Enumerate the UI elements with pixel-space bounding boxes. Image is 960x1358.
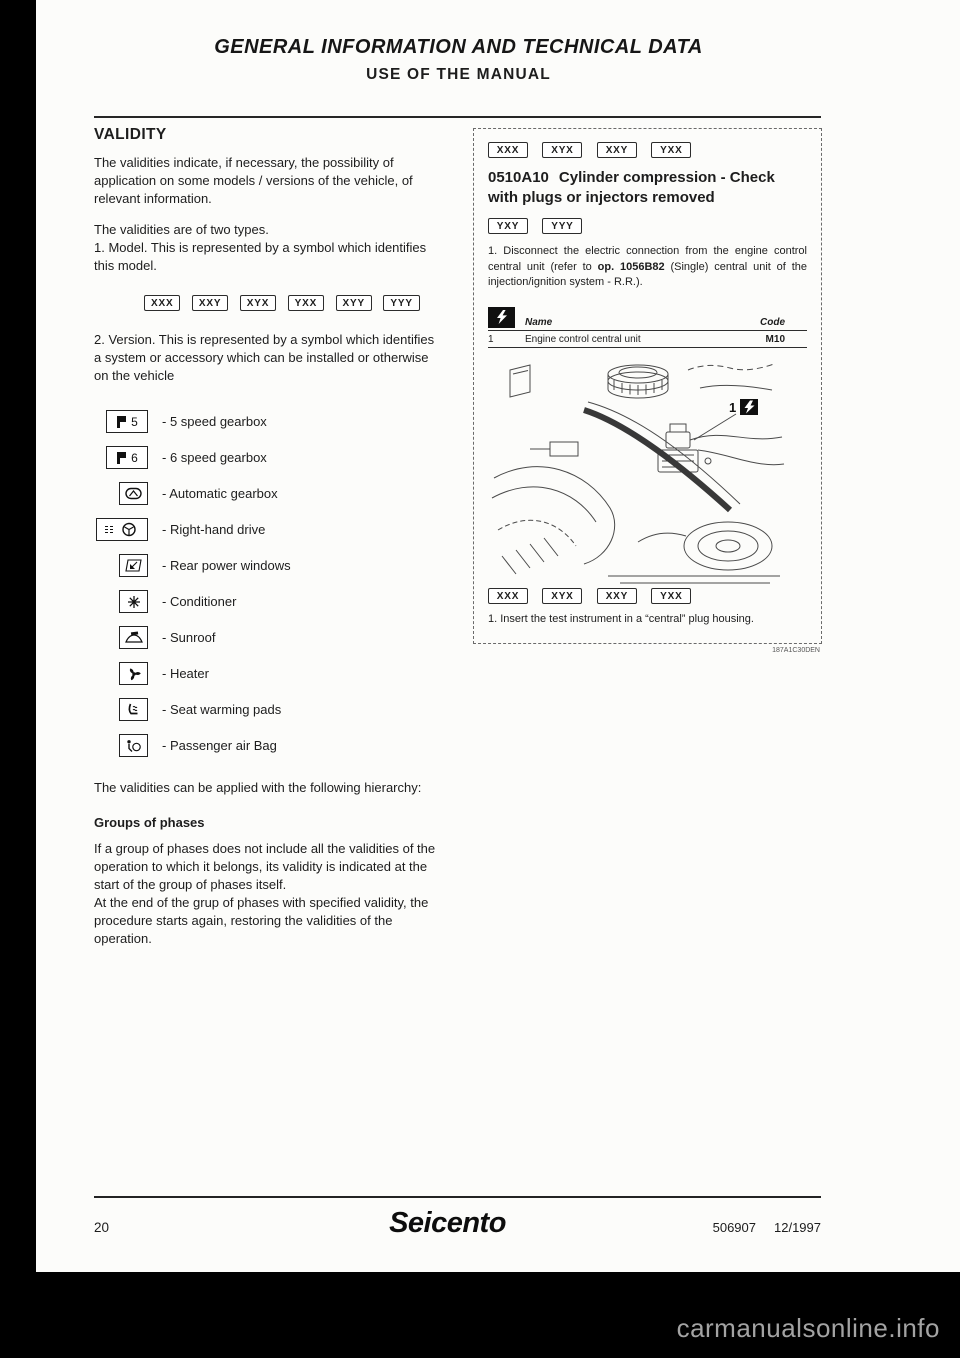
symbol-row-5-speed-gearbox (94, 410, 436, 433)
table-row (488, 331, 807, 348)
operation-codes-top (488, 140, 807, 158)
operation-region (473, 128, 822, 654)
groups-of-phases-heading: Groups of phases (94, 815, 205, 831)
model-codes-row (94, 293, 436, 311)
symbol-label: - Seat warming pads (162, 702, 282, 718)
symbol-label: - Heater (162, 666, 209, 682)
watermark-text: carmanualsonline.info (676, 1313, 940, 1343)
page-number: 20 (94, 1220, 110, 1235)
document-date: 12/1997 (774, 1220, 821, 1235)
operation-step-1 (488, 244, 807, 291)
symbol-label: - Rear power windows (162, 558, 291, 574)
validity-code: XXX (488, 142, 528, 158)
validity-code: XXY (597, 588, 637, 604)
gearbox-5-icon (106, 410, 148, 433)
validity-code: YYY (542, 218, 582, 234)
symbol-row-passenger-air-bag (94, 734, 436, 757)
page-footer (94, 1196, 821, 1240)
version-symbols-list (94, 410, 436, 757)
gear-count: 5 (131, 414, 138, 429)
electrical-components-table (488, 307, 807, 348)
page-header (36, 36, 881, 84)
gearbox-6-icon (106, 446, 148, 469)
validity-code: YXY (488, 218, 528, 234)
validity-heading: VALIDITY (94, 126, 167, 143)
column-header-code: Code (760, 316, 785, 328)
shift-lever-glyph (116, 415, 128, 428)
document-number: 506907 (712, 1220, 756, 1235)
lightning-icon (488, 307, 515, 328)
validity-code: XYX (542, 588, 582, 604)
symbol-row-right-hand-drive (94, 518, 436, 541)
passenger-air-bag-icon (119, 734, 148, 757)
step-text: (Single) central unit of the injection/ignition system - R.R.). (488, 260, 808, 289)
validity-code: XXX (488, 588, 528, 604)
figure-reference-code: 187A1C30DEN (772, 647, 820, 655)
groups-paragraph-1: If a group of phases does not include all the validities of the operation to which it belongs, its validity is indicated at the start of the group of phases itself. (94, 841, 436, 893)
symbol-label: - 6 speed gearbox (162, 450, 267, 466)
symbol-row-heater (94, 662, 436, 685)
validity-paragraph-4: 2. Version. This is represented by a symbol which identifies a system or accessory which can be installed or otherwise on the vehicle (94, 331, 435, 383)
step-text: 1. Disconnect the electric connection from the engine control central unit (refer to (488, 245, 807, 273)
validity-code: YYY (383, 295, 419, 311)
gear-count: 6 (131, 450, 138, 465)
column-header-name: Name (525, 316, 553, 328)
validity-code: YXX (651, 588, 691, 604)
operation-box (473, 128, 822, 644)
operation-step-2: 1. Insert the test instrument in a “central” plug housing. (488, 612, 754, 625)
section-subtitle: USE OF THE MANUAL (366, 66, 551, 83)
right-hand-drive-icon (96, 518, 148, 541)
section-title: GENERAL INFORMATION AND TECHNICAL DATA (214, 36, 703, 58)
validity-paragraph-1: The validities indicate, if necessary, the possibility of application on some models / versions of the vehicle, of relevant information. (94, 155, 413, 206)
validity-code: YXX (288, 295, 324, 311)
left-edge-bar (0, 0, 36, 1358)
operation-heading (488, 168, 807, 207)
symbol-row-conditioner (94, 590, 436, 613)
operation-code: 0510A10 (488, 169, 549, 186)
operation-title: Cylinder compression - Check with plugs or injectors removed (488, 169, 775, 206)
symbol-label: - Conditioner (162, 594, 237, 610)
operation-codes-bottom (488, 586, 807, 604)
symbol-row-rear-power-windows (94, 554, 436, 577)
validity-code: XXY (192, 295, 228, 311)
hierarchy-paragraph: The validities can be applied with the following hierarchy: (94, 780, 422, 796)
automatic-gearbox-icon (119, 482, 148, 505)
symbol-label: - 5 speed gearbox (162, 414, 267, 430)
symbol-label: - Sunroof (162, 630, 216, 646)
left-column (94, 126, 436, 948)
engine-bay-figure (488, 358, 807, 586)
validity-code: XYY (336, 295, 372, 311)
header-rule (94, 116, 821, 118)
symbol-label: - Right-hand drive (162, 522, 266, 538)
document-info (651, 1220, 821, 1235)
manual-page (36, 0, 960, 1272)
model-logo: Seicento (389, 1207, 506, 1239)
component-number: 1 (488, 333, 494, 345)
validity-code: XYX (542, 142, 582, 158)
validity-paragraph-3: 1. Model. This is represented by a symbol which identifies this model. (94, 239, 427, 273)
groups-paragraph-2: At the end of the grup of phases with specified validity, the procedure starts again, restoring the validities of the operation. (94, 895, 429, 947)
symbol-label: - Passenger air Bag (162, 738, 277, 754)
validity-code: XYX (240, 295, 276, 311)
symbol-row-seat-warming-pads (94, 698, 436, 721)
sunroof-icon (119, 626, 148, 649)
component-name: Engine control central unit (525, 333, 641, 345)
seat-warming-pads-icon (119, 698, 148, 721)
validity-code: YXX (651, 142, 691, 158)
validity-code: XXX (144, 295, 180, 311)
bottom-bar (0, 1272, 960, 1358)
rear-power-windows-icon (119, 554, 148, 577)
validity-code: XXY (597, 142, 637, 158)
table-header-row (488, 307, 807, 331)
symbol-row-sunroof (94, 626, 436, 649)
engine-bay-illustration (488, 358, 790, 586)
callout-number: 1 (729, 399, 737, 415)
symbol-row-6-speed-gearbox (94, 446, 436, 469)
operation-codes-mid (488, 216, 807, 234)
validity-paragraph-2: The validities are of two types. (94, 221, 269, 237)
symbol-label: - Automatic gearbox (162, 486, 278, 502)
shift-lever-glyph (116, 451, 128, 464)
heater-icon (119, 662, 148, 685)
conditioner-icon (119, 590, 148, 613)
op-reference: op. 1056B82 (597, 260, 665, 273)
component-code: M10 (765, 333, 785, 345)
symbol-row-automatic-gearbox (94, 482, 436, 505)
